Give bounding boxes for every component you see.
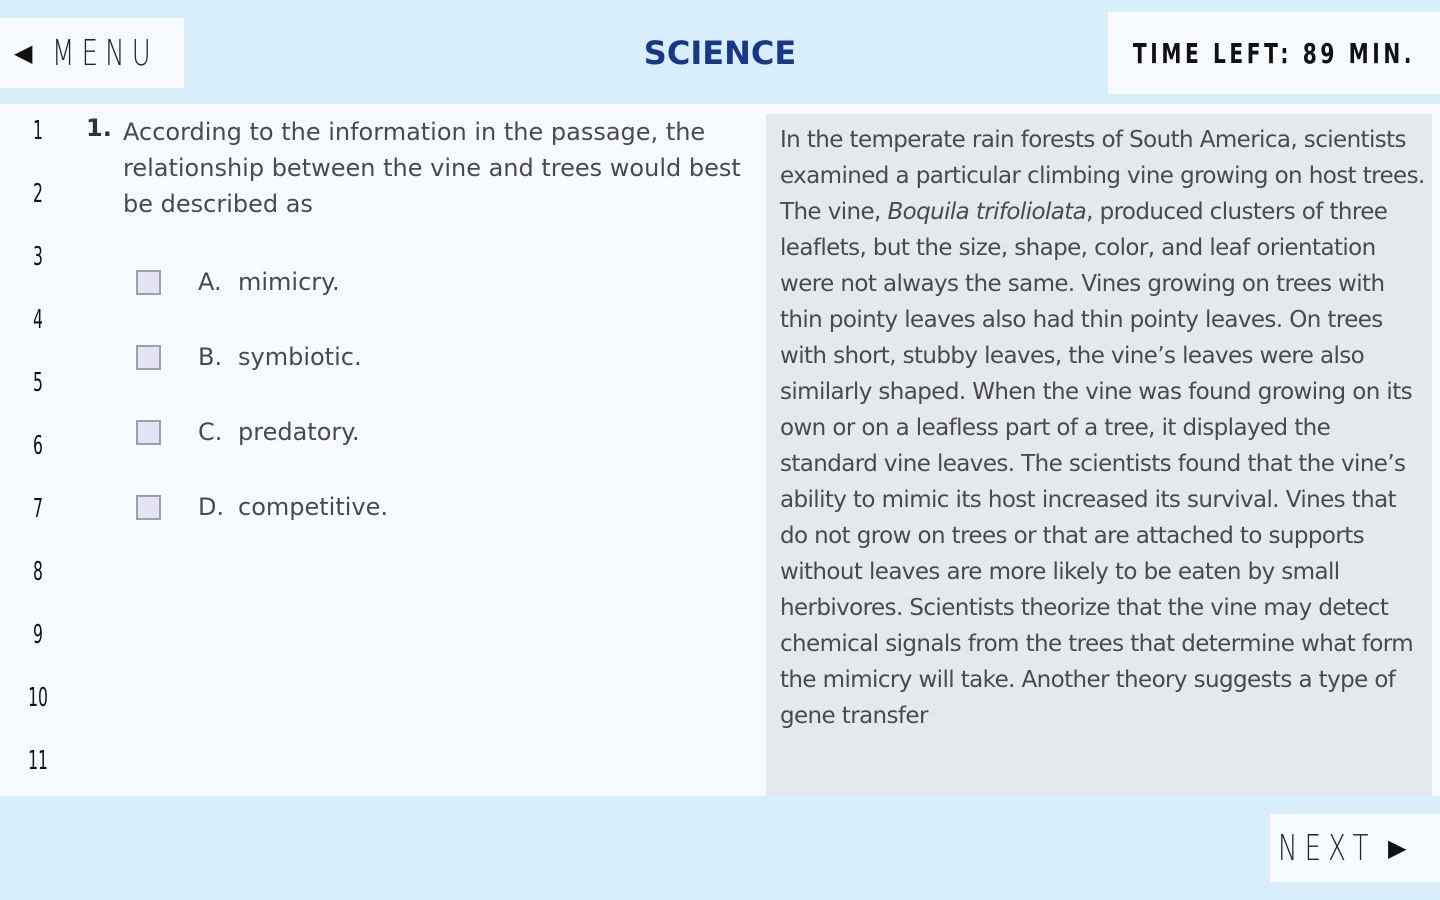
next-button[interactable] <box>1270 814 1440 882</box>
menu-button[interactable] <box>0 18 184 88</box>
page-title: SCIENCE <box>643 34 797 72</box>
passage-text-after: , produced clusters of three leaflets, but the size, shape, color, and leaf orientation were not always the same. Vines growing on trees with thin pointy leaves also had thin pointy leaves. On trees with short, stubby leaves, the vine’s leaves were also similarly shaped. When the vine was found growing on its own or on a leafless part of a tree, it displayed the standard vine leaves. The scientists found that the vine’s ability to mimic its host increased its survival. Vines that do not grow on trees or that are attached to supports without leaves are more likely to be eaten by small herbivores. Scientists theorize that the vine may detect chemical signals from the trees that determine what form the mimicry will take. Another theory suggests a type of gene transfer <box>780 199 1414 729</box>
option-text: competitive. <box>238 493 389 521</box>
right-arrow-icon: ▶ <box>1388 834 1407 862</box>
option-letter: B. <box>198 343 223 371</box>
answer-option-d[interactable] <box>134 489 634 529</box>
option-text: mimicry. <box>238 268 340 296</box>
bottom-bar <box>0 796 1440 900</box>
time-left-text: TIME LEFT: 89 MIN. <box>1132 36 1416 70</box>
question-nav-item[interactable]: 2 <box>33 179 43 209</box>
checkbox[interactable] <box>136 420 161 445</box>
left-arrow-icon: ◀ <box>14 39 33 67</box>
option-letter: D. <box>198 493 225 521</box>
checkbox[interactable] <box>136 345 161 370</box>
question-nav-item[interactable]: 8 <box>33 557 43 587</box>
menu-label: MENU <box>52 32 159 74</box>
passage-text <box>780 122 1430 734</box>
option-letter: A. <box>198 268 222 296</box>
checkbox[interactable] <box>136 270 161 295</box>
next-label: NEXT <box>1278 827 1376 869</box>
time-left-display <box>1108 12 1440 94</box>
question-nav-item[interactable]: 11 <box>28 746 48 776</box>
option-text: symbiotic. <box>238 343 362 371</box>
question-nav-item[interactable]: 3 <box>33 242 43 272</box>
question-nav-item[interactable]: 7 <box>33 494 43 524</box>
checkbox[interactable] <box>136 495 161 520</box>
species-name: Boquila trifoliolata <box>887 199 1087 225</box>
passage-text-before: In the temperate rain forests of South America, scientists examined a particular climbing vine growing on host trees. The vine, <box>780 127 1425 225</box>
question-navigation <box>0 104 76 796</box>
question-prompt: According to the information in the passage, the relationship between the vine and trees would best be described as <box>123 118 741 218</box>
answer-option-c[interactable] <box>134 414 634 454</box>
question-nav-item[interactable]: 5 <box>33 368 43 398</box>
question-nav-item[interactable]: 9 <box>33 620 43 650</box>
option-letter: C. <box>198 418 223 446</box>
question-number: 1. <box>86 114 112 142</box>
question-nav-item[interactable]: 1 <box>33 116 43 146</box>
question-nav-item[interactable]: 4 <box>33 305 43 335</box>
answer-option-a[interactable] <box>134 264 634 304</box>
answer-option-b[interactable] <box>134 339 634 379</box>
reading-passage[interactable] <box>766 114 1432 796</box>
question-nav-item[interactable]: 10 <box>28 683 48 713</box>
question-nav-item[interactable]: 6 <box>33 431 43 461</box>
option-text: predatory. <box>238 418 360 446</box>
